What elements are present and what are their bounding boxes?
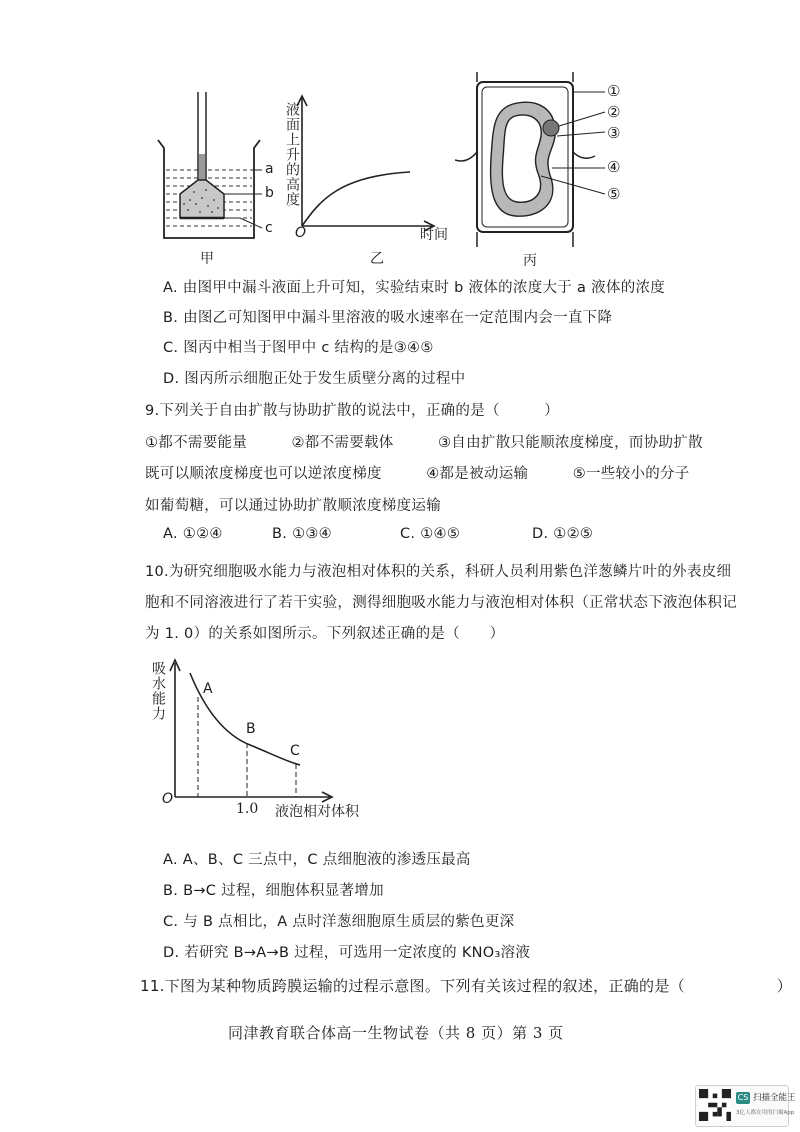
q10-line-1: 10.为研究细胞吸水能力与液泡相对体积的关系，科研人员利用紫色洋葱鳞片叶的外表皮细: [145, 564, 732, 580]
q10-xlabel: 液泡相对体积: [275, 804, 359, 820]
q10-ylabel: 吸水能力: [150, 661, 166, 721]
cell-label-2: ②: [607, 103, 621, 121]
cell-label-5: ⑤: [607, 185, 621, 203]
page-footer: 同津教育联合体高一生物试卷（共 8 页）第 3 页: [228, 1024, 564, 1042]
q8-option-c: C. 图丙中相当于图甲中 c 结构的是③④⑤: [163, 340, 434, 356]
q9-option-b: B. ①③④: [272, 526, 332, 542]
q9-line-1: ①都不需要能量 ②都不需要载体 ③自由扩散只能顺浓度梯度，而协助扩散: [145, 435, 703, 451]
label-a: a: [265, 161, 274, 177]
q10-line-2: 胞和不同溶液进行了若干实验，测得细胞吸水能力与液泡相对体积（正常状态下液泡体积记: [145, 595, 737, 611]
q10-line-3: 为 1. 0）的关系如图所示。下列叙述正确的是（ ）: [145, 626, 505, 642]
figure-yi: [280, 92, 450, 267]
q10-option-c: C. 与 B 点相比，A 点时洋葱细胞原生质层的紫色更深: [163, 914, 515, 930]
q9-line-3: 如葡萄糖，可以通过协助扩散顺浓度梯度运输: [145, 498, 441, 514]
yi-xlabel: 时间: [420, 227, 448, 243]
q8-option-d: D. 图丙所示细胞正处于发生质壁分离的过程中: [163, 371, 466, 387]
q10-point-b: B: [246, 721, 256, 737]
yi-ylabel: 液面上升的高度: [284, 102, 300, 207]
cs-logo-icon: CS: [737, 1093, 749, 1102]
figure-jia: [150, 92, 290, 267]
cell-label-4: ④: [607, 158, 621, 176]
q10-option-b: B. B→C 过程，细胞体积显著增加: [163, 883, 384, 899]
badge-app-name: 扫描全能王: [753, 1093, 796, 1103]
q10-point-c: C: [290, 743, 300, 759]
q10-x-tick: 1.0: [236, 801, 259, 817]
q8-option-a: A. 由图甲中漏斗液面上升可知，实验结束时 b 液体的浓度大于 a 液体的浓度: [163, 280, 666, 296]
q9-line-2: 既可以顺浓度梯度也可以逆浓度梯度 ④都是被动运输 ⑤一些较小的分子: [145, 466, 690, 482]
cell-label-3: ③: [607, 124, 621, 142]
cell-label-1: ①: [607, 82, 621, 100]
label-b: b: [265, 185, 274, 201]
q9-option-a: A. ①②④: [163, 526, 223, 542]
caption-bing: 丙: [523, 253, 537, 269]
q10-option-a: A. A、B、C 三点中，C 点细胞液的渗透压最高: [163, 852, 471, 868]
yi-origin: O: [295, 225, 307, 241]
caption-yi: 乙: [370, 251, 384, 267]
q9-option-d: D. ①②⑤: [532, 526, 594, 542]
q11-stem: 11.下图为某种物质跨膜运输的过程示意图。下列有关该过程的叙述，正确的是（ ）: [140, 977, 793, 995]
figure-bing: [455, 72, 635, 270]
q10-option-d: D. 若研究 B→A→B 过程，可选用一定浓度的 KNO₃溶液: [163, 945, 531, 961]
q9-stem: 9.下列关于自由扩散与协助扩散的说法中，正确的是（ ）: [145, 403, 560, 419]
caption-jia: 甲: [200, 251, 214, 267]
q10-chart: [150, 655, 359, 840]
q8-option-b: B. 由图乙可知图甲中漏斗里溶液的吸水速率在一定范围内会一直下降: [163, 310, 613, 326]
q9-option-c: C. ①④⑤: [400, 526, 461, 542]
q10-origin: O: [162, 791, 174, 807]
qr-code-icon: [699, 1089, 731, 1121]
q10-point-a: A: [203, 681, 213, 697]
badge-tagline: 3亿人都在用的扫描App: [736, 1110, 795, 1116]
scanner-badge: [695, 1085, 796, 1127]
label-c: c: [265, 220, 273, 236]
